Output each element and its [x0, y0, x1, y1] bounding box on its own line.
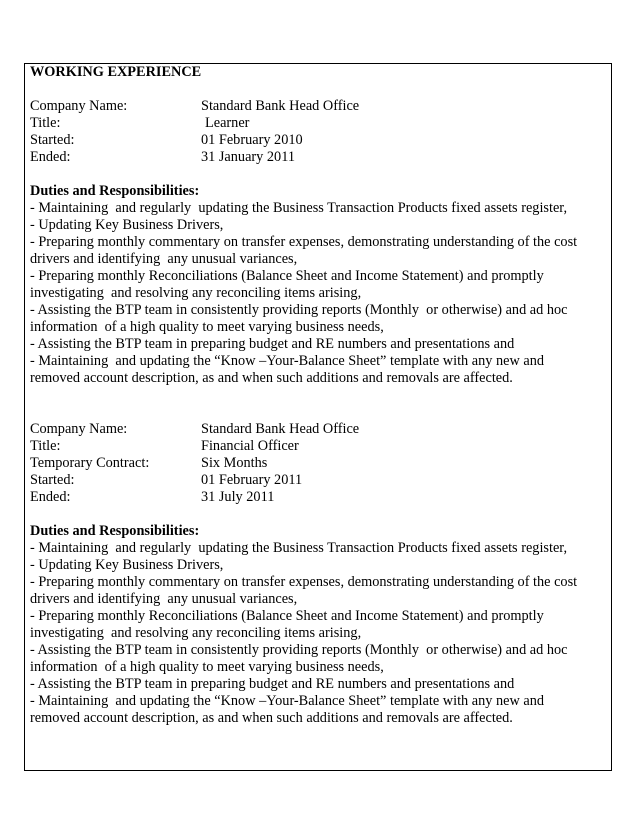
- duty-line: removed account description, as and when such additions and removals are affected.: [30, 370, 513, 386]
- field-value: 31 July 2011: [201, 489, 275, 505]
- duties-list: [30, 200, 605, 387]
- field-row: [30, 149, 605, 166]
- job-entry: [30, 98, 605, 387]
- field-value: Standard Bank Head Office: [201, 98, 360, 114]
- duty-line: - Assisting the BTP team in consistently providing reports (Monthly or otherwise) and ad hoc: [30, 302, 568, 318]
- field-label: Started:: [30, 472, 75, 488]
- field-row: [30, 438, 605, 455]
- duty-line: - Assisting the BTP team in preparing budget and RE numbers and presentations and: [30, 676, 515, 692]
- duty-line: - Preparing monthly Reconciliations (Balance Sheet and Income Statement) and promptly: [30, 268, 544, 284]
- duty-line: drivers and identifying any unusual variances,: [30, 591, 298, 607]
- field-row: [30, 421, 605, 438]
- duty-line: - Preparing monthly Reconciliations (Balance Sheet and Income Statement) and promptly: [30, 608, 544, 624]
- duty-line: investigating and resolving any reconciling items arising,: [30, 285, 362, 301]
- duty-line: - Maintaining and updating the “Know –Your-Balance Sheet” template with any new and: [30, 693, 545, 709]
- field-row: [30, 132, 605, 149]
- field-value: 31 January 2011: [201, 149, 295, 165]
- duty-line: - Maintaining and updating the “Know –Your-Balance Sheet” template with any new and: [30, 353, 545, 369]
- duties-list: [30, 540, 605, 727]
- duties-heading: Duties and Responsibilities:: [30, 183, 200, 199]
- field-row: [30, 115, 605, 132]
- duty-line: removed account description, as and when such additions and removals are affected.: [30, 710, 513, 726]
- field-label: Company Name:: [30, 421, 128, 437]
- field-label: Temporary Contract:: [30, 455, 150, 471]
- duty-line: - Assisting the BTP team in preparing budget and RE numbers and presentations and: [30, 336, 515, 352]
- field-label: Ended:: [30, 489, 71, 505]
- working-experience-section: [30, 64, 605, 727]
- field-value: Learner: [205, 115, 250, 131]
- section-title: WORKING EXPERIENCE: [30, 64, 202, 80]
- duties-heading: Duties and Responsibilities:: [30, 523, 200, 539]
- job-entry: [30, 421, 605, 727]
- duty-line: - Maintaining and regularly updating the Business Transaction Products fixed assets register,: [30, 200, 568, 216]
- field-label: Title:: [30, 438, 61, 454]
- field-label: Company Name:: [30, 98, 128, 114]
- duty-line: - Preparing monthly commentary on transfer expenses, demonstrating understanding of the cost: [30, 574, 578, 590]
- duty-line: investigating and resolving any reconciling items arising,: [30, 625, 362, 641]
- duty-line: - Preparing monthly commentary on transfer expenses, demonstrating understanding of the cost: [30, 234, 578, 250]
- field-row: [30, 472, 605, 489]
- field-row: [30, 98, 605, 115]
- field-value: Standard Bank Head Office: [201, 421, 360, 437]
- field-row: [30, 455, 605, 472]
- field-value: 01 February 2010: [201, 132, 303, 148]
- duty-line: - Updating Key Business Drivers,: [30, 217, 224, 233]
- field-label: Ended:: [30, 149, 71, 165]
- field-value: 01 February 2011: [201, 472, 303, 488]
- field-row: [30, 489, 605, 506]
- duty-line: - Assisting the BTP team in consistently providing reports (Monthly or otherwise) and ad hoc: [30, 642, 568, 658]
- duty-line: drivers and identifying any unusual variances,: [30, 251, 298, 267]
- duty-line: - Updating Key Business Drivers,: [30, 557, 224, 573]
- field-label: Title:: [30, 115, 61, 131]
- field-value: Financial Officer: [201, 438, 299, 454]
- field-label: Started:: [30, 132, 75, 148]
- duty-line: - Maintaining and regularly updating the Business Transaction Products fixed assets register,: [30, 540, 568, 556]
- duty-line: information of a high quality to meet varying business needs,: [30, 319, 384, 335]
- duty-line: information of a high quality to meet varying business needs,: [30, 659, 384, 675]
- field-value: Six Months: [201, 455, 268, 471]
